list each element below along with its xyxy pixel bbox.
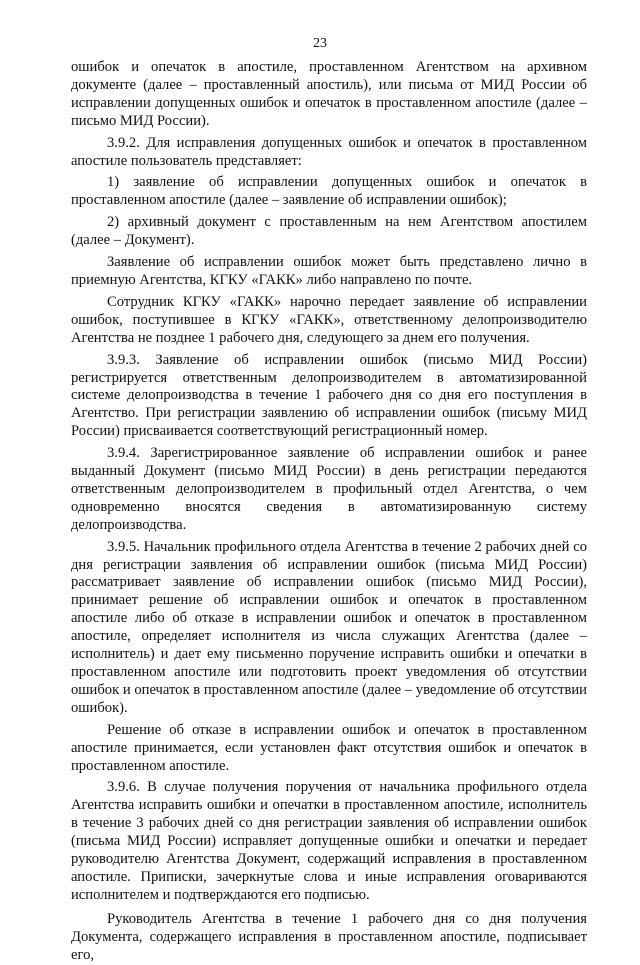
paragraph-refusal: Решение об отказе в исправлении ошибок и опечаток в проставленном апостиле принимается, если установлен факт отсутствия ошибок и опечаток в проставленном апостиле. (71, 721, 587, 774)
paragraph-3-9-4: 3.9.4. Зарегистрированное заявление об исправлении ошибок и ранее выданный Документ (письмо МИД России) в день регистрации передаются ответственным делопроизводителем в профильный отдел Агентства, о чем одновременно вносятся сведения в автоматизированную систему делопроизводства. (71, 445, 587, 533)
paragraph-gakk-transfer: Сотрудник КГКУ «ГАКК» нарочно передает заявление об исправлении ошибок, поступившее в КГКУ «ГАКК», ответственному делопроизводителю Агентства не позднее 1 рабочего дня, следующего за днем его получения. (71, 293, 587, 346)
paragraph-submission: Заявление об исправлении ошибок может быть представлено лично в приемную Агентства, КГКУ «ГАКК» либо направлено по почте. (71, 254, 587, 288)
paragraph-3-9-2: 3.9.2. Для исправления допущенных ошибок и опечаток в проставленном апостиле пользователь представляет: (71, 134, 587, 169)
paragraph-head-signs: Руководитель Агентства в течение 1 рабочего дня со дня получения Документа, содержащего исправления в проставленном апостиле, подписывает его, (71, 910, 587, 963)
list-item-1: 1) заявление об исправлении допущенных ошибок и опечаток в проставленном апостиле (далее – заявление об исправлении ошибок); (71, 174, 587, 209)
paragraph-3-9-3: 3.9.3. Заявление об исправлении ошибок (письмо МИД России) регистрируется ответственным делопроизводителем в автоматизированной системе делопроизводства в течение 1 рабочего дня со дня его поступления в Агентство. При регистрации заявлению об исправлении ошибок (письму МИД России) присваивается соответствующий регистрационный номер. (71, 351, 587, 440)
paragraph-3-9-5: 3.9.5. Начальник профильного отдела Агентства в течение 2 рабочих дней со дня регистрации заявления об исправлении ошибок (письма МИД России) рассматривает заявление об исправлении ошибок (письмо МИД России), принимает решение об исправлении ошибок и опечаток в проставленном апостиле либо об отказе в исправлении ошибок и опечаток в проставленном апостиле, определяет исполнителя из числа служащих Агентства (далее – исполнитель) и дает ему письменно поручение исправить ошибки и опечатки в проставленном апостиле или подготовить проект уведомления об отсутствии ошибок и опечаток в проставленном апостиле (далее – уведомление об отсутствии ошибок). (71, 538, 587, 716)
page-number: 23 (313, 36, 327, 51)
paragraph-continuation: ошибок и опечаток в апостиле, проставленном Агентством на архивном документе (далее – проставленный апостиль), или письма от МИД России об исправлении допущенных ошибок и опечаток в проставленном апостиле (далее – письмо МИД России). (71, 59, 587, 129)
document-body (71, 59, 587, 965)
list-item-2: 2) архивный документ с проставленным на нем Агентством апостилем (далее – Документ). (71, 214, 587, 249)
paragraph-3-9-6: 3.9.6. В случае получения поручения от начальника профильного отдела Агентства исправить ошибки и опечатки в проставленном апостиле, исполнитель в течение 3 рабочих дней со дня регистрации заявления об исправлении ошибок (письма МИД России) исправляет допущенные ошибки и опечатки и передает руководителю Агентства Документ, содержащий исправления в проставленном апостиле. Приписки, зачеркнутые слова и иные исправления оговариваются исполнителем и подтверждаются его подписью. (71, 779, 587, 903)
